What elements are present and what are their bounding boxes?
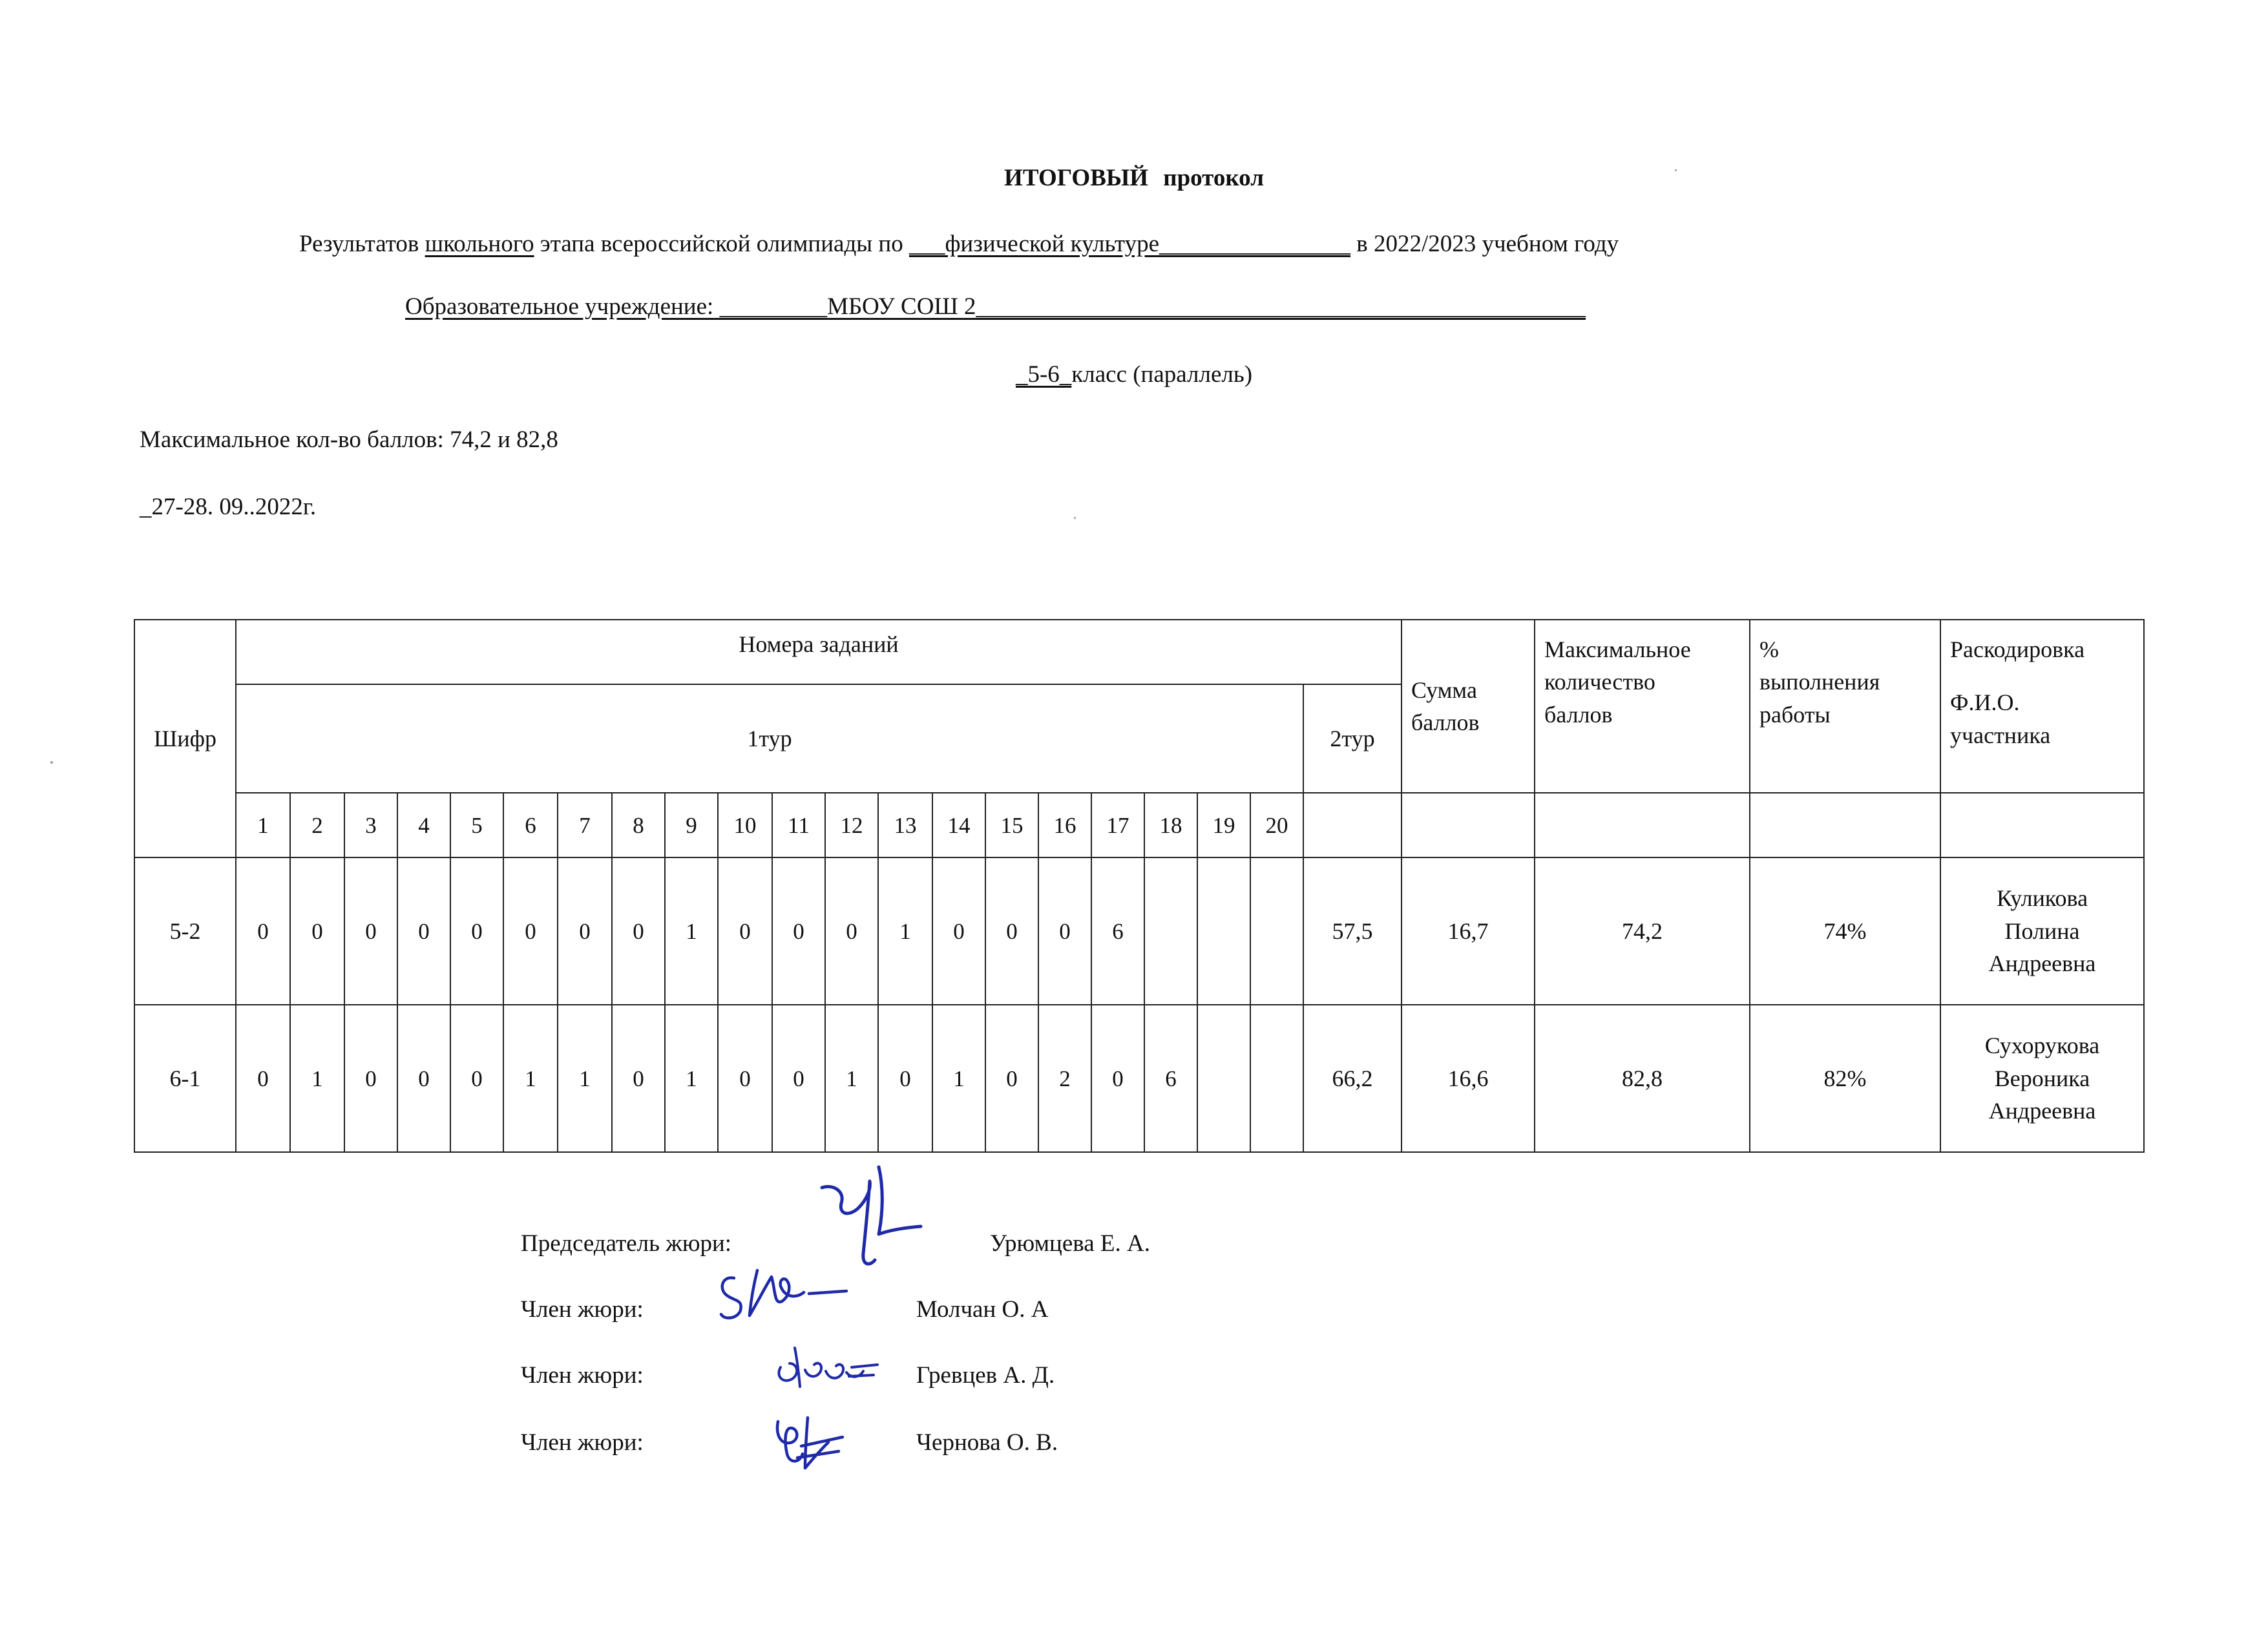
max-header-line: количество [1544,669,1655,695]
task-cell: 0 [718,1005,772,1152]
empty-cell [1303,793,1402,857]
task-cell: 0 [397,1005,450,1152]
task-cell: 0 [1091,1005,1144,1152]
task-cell: 0 [344,857,397,1005]
task-number-cell: 5 [450,793,503,857]
participant-patronymic: Андреевна [1988,1098,2096,1124]
max-header-line: Максимальное [1544,636,1691,662]
task-cell: 0 [772,1005,825,1152]
member1-signature [712,1260,854,1325]
participant-surname: Куликова [1996,885,2088,912]
task-cell: 1 [878,857,932,1005]
task-cell: 6 [1144,1005,1197,1152]
task-number-cell: 18 [1144,793,1197,857]
empty-cell [1750,793,1940,857]
task-cell: 0 [558,857,612,1005]
task-cell: 1 [932,1005,985,1152]
jury-member-role: Член жюри: [521,1429,644,1456]
jury-member-name: Гревцев А. Д. [916,1362,1055,1389]
task-cell: 0 [932,857,985,1005]
sum-score: 74,2 [1535,857,1750,1005]
results-prefix: Результатов [299,231,425,257]
decode-header [1940,620,2144,793]
task-cell: 0 [236,1005,290,1152]
task-number-cell: 12 [825,793,878,857]
participant-name [1940,1005,2144,1152]
member3-signature [762,1409,853,1480]
task-number-row [134,793,2144,857]
decode-header-line: Ф.И.О. [1950,689,2020,716]
cipher-header: Шифр [134,620,236,857]
round1-score: 66,2 [1303,1005,1402,1152]
task-cell: 2 [1038,1005,1091,1152]
task-cell: 1 [290,1005,344,1152]
participant-first-name: Вероника [1994,1065,2090,1091]
round2-score: 16,6 [1402,1005,1535,1152]
task-number-cell: 17 [1091,793,1144,857]
task-cell: 0 [825,857,878,1005]
task-cell: 1 [503,1005,558,1152]
task-cell: 6 [1091,857,1144,1005]
task-number-cell: 3 [344,793,397,857]
percent-score: 82% [1750,1005,1940,1152]
percent-header [1750,620,1940,793]
results-stage: школьного [425,231,534,257]
member2-signature [769,1341,885,1400]
task-number-cell: 11 [772,793,825,857]
task-number-cell: 2 [290,793,344,857]
task-number-cell: 4 [397,793,450,857]
task-number-cell: 16 [1038,793,1091,857]
task-number-cell: 6 [503,793,558,857]
institution-line: Образовательное учреждение: _________МБОУ СОШ 2___________________________________________________ [405,293,1586,320]
task-cell: 0 [450,857,503,1005]
sum-header [1402,620,1535,793]
participant-name [1940,857,2144,1005]
round2-score: 16,7 [1402,857,1535,1005]
results-subject: ___физической культуре________________ [908,231,1351,257]
percent-header-line: работы [1759,701,1831,728]
task-cell: 0 [718,857,772,1005]
percent-header-line: выполнения [1759,669,1880,695]
task-cell: 0 [878,1005,932,1152]
row-cipher: 5-2 [134,857,236,1005]
task-cell: 0 [612,857,665,1005]
grade-line [0,362,2268,386]
participant-first-name: Полина [2004,918,2080,944]
task-number-cell: 15 [985,793,1038,857]
round2-header: 2тур [1303,684,1402,793]
results-table [134,619,2145,1153]
participant-surname: Сухорукова [1984,1033,2100,1059]
task-cell: 1 [825,1005,878,1152]
task-cell: 1 [665,857,718,1005]
task-number-cell: 14 [932,793,985,857]
task-cell: 0 [344,1005,397,1152]
task-cell: 0 [236,857,290,1005]
results-middle: этапа всероссийской олимпиады по [534,231,909,257]
task-cell: 0 [612,1005,665,1152]
results-year: в 2022/2023 учебном году [1350,231,1619,257]
max-header [1535,620,1750,793]
task-cell: 0 [985,857,1038,1005]
participant-patronymic: Андреевна [1988,951,2096,977]
empty-cell [1402,793,1535,857]
task-cell: 0 [397,857,450,1005]
jury-member-role: Член жюри: [521,1296,644,1323]
task-cell: 0 [450,1005,503,1152]
task-cell [1197,857,1250,1005]
title-rest: протокол [1163,165,1264,191]
round1-score: 57,5 [1303,857,1402,1005]
task-cell: 0 [290,857,344,1005]
scan-speck [1074,517,1076,519]
max-points-line: Максимальное кол-во баллов: 74,2 и 82,8 [140,426,558,453]
max-header-line: баллов [1544,701,1613,728]
task-cell [1144,857,1197,1005]
percent-header-line: % [1759,636,1779,662]
round1-header: 1тур [236,684,1303,793]
grade-value: _5-6_ [1015,361,1072,388]
decode-header-line: участника [1950,722,2051,748]
percent-score: 74% [1750,857,1940,1005]
task-number-cell: 19 [1197,793,1250,857]
results-line [299,232,1619,256]
task-cell [1250,1005,1303,1152]
decode-header-line: Раскодировка [1950,636,2085,662]
task-number-cell: 20 [1250,793,1303,857]
task-numbers-header: Номера заданий [236,620,1402,684]
document-title [0,166,2268,190]
jury-chair-name: Урюмцева Е. А. [990,1230,1150,1257]
task-number-cell: 13 [878,793,932,857]
task-number-cell: 8 [612,793,665,857]
chair-signature [808,1163,924,1273]
task-cell: 1 [558,1005,612,1152]
sum-header-line: баллов [1411,709,1480,735]
task-cell: 0 [1038,857,1091,1005]
task-number-cell: 9 [665,793,718,857]
jury-member-name: Чернова О. В. [916,1429,1058,1456]
task-cell [1250,857,1303,1005]
empty-cell [1535,793,1750,857]
title-main: ИТОГОВЫЙ [1004,165,1148,191]
task-number-cell: 1 [236,793,290,857]
row-cipher: 6-1 [134,1005,236,1152]
grade-label: класс (параллель) [1071,361,1253,388]
task-cell: 0 [772,857,825,1005]
task-number-cell: 10 [718,793,772,857]
date-line: _27-28. 09..2022г. [140,494,317,520]
task-cell: 0 [503,857,558,1005]
jury-chair-role: Председатель жюри: [521,1230,732,1257]
scan-speck [1675,169,1677,171]
task-number-cell: 7 [558,793,612,857]
sum-header-line: Сумма [1411,677,1477,703]
task-cell: 1 [665,1005,718,1152]
jury-member-role: Член жюри: [521,1362,644,1389]
scan-speck [50,761,53,764]
sum-score: 82,8 [1535,1005,1750,1152]
empty-cell [1940,793,2144,857]
task-cell: 0 [985,1005,1038,1152]
task-cell [1197,1005,1250,1152]
jury-member-name: Молчан О. А [916,1296,1049,1323]
